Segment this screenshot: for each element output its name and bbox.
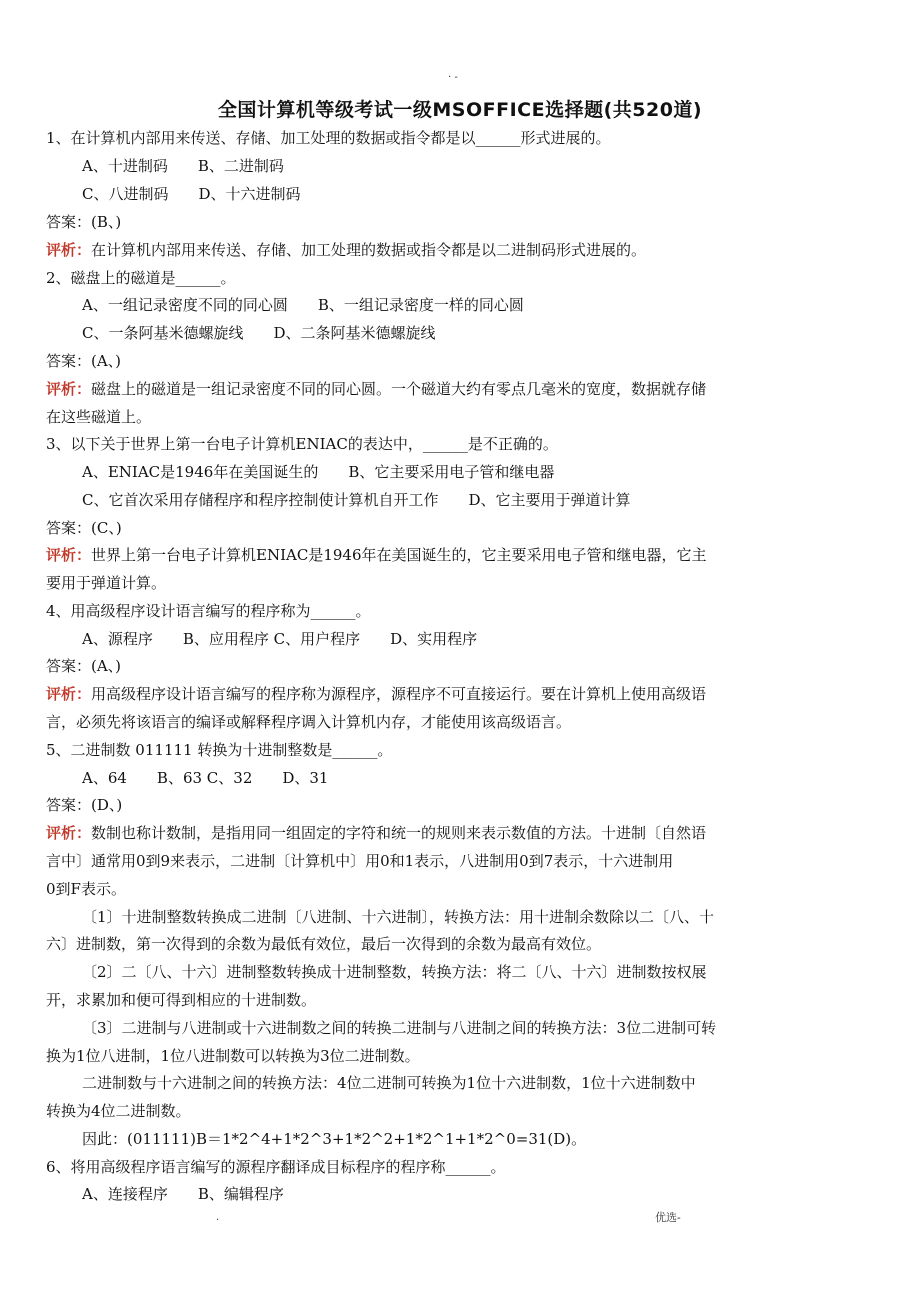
q5-analysis-cont-2: 0到F表示。	[46, 880, 126, 898]
q5-rule-3: 〔3〕二进制与八进制或十六进制数之间的转换二进制与八进制之间的转换方法：3位二进制可转	[82, 1019, 717, 1037]
q5-analysis	[46, 820, 866, 848]
question-5: 5、二进制数 011111 转换为十进制整数是______。	[46, 741, 393, 759]
footer-label: 优选-	[655, 1211, 681, 1224]
q1-analysis	[46, 237, 866, 265]
analysis-text: 在计算机内部用来传送、存储、加工处理的数据或指令都是以二进制码形式进展的。	[91, 241, 647, 259]
q2-analysis	[46, 376, 866, 404]
q5-analysis-cont-1: 言中〕通常用0到9来表示，二进制〔计算机中〕用0和1表示，八进制用0到7表示，十六进制用	[46, 852, 674, 870]
q3-options-cd: C、它首次采用存储程序和程序控制使计算机自开工作 D、它主要用于弹道计算	[82, 491, 631, 509]
analysis-label: 评析：	[46, 546, 92, 564]
q3-analysis-cont: 要用于弹道计算。	[46, 574, 167, 592]
q5-options: A、64 B、63 C、32 D、31	[82, 769, 329, 787]
q2-options-cd: C、一条阿基米德螺旋线 D、二条阿基米德螺旋线	[82, 324, 436, 342]
q4-options: A、源程序 B、应用程序 C、用户程序 D、实用程序	[82, 630, 478, 648]
analysis-text: 数制也称计数制，是指用同一组固定的字符和统一的规则来表示数值的方法。十进制〔自然语	[91, 824, 707, 842]
q5-rule-1: 〔1〕十进制整数转换成二进制〔八进制、十六进制〕，转换方法：用十进制余数除以二〔八、十	[82, 908, 715, 926]
question-4: 4、用高级程序设计语言编写的程序称为______。	[46, 602, 371, 620]
q5-answer: 答案：(D、)	[46, 796, 123, 814]
analysis-label: 评析：	[46, 380, 92, 398]
question-2: 2、磁盘上的磁道是______。	[46, 269, 236, 287]
q2-options-ab: A、一组记录密度不同的同心圆 B、一组记录密度一样的同心圆	[82, 296, 524, 314]
page-title: 全国计算机等级考试一级MSOFFICE选择题(共520道)	[217, 99, 703, 121]
analysis-text: 磁盘上的磁道是一组记录密度不同的同心圆。一个磁道大约有零点几毫米的宽度，数据就存储	[91, 380, 707, 398]
q1-options-ab: A、十进制码 B、二进制码	[82, 157, 284, 175]
q5-rule-3-cont: 换为1位八进制，1位八进制数可以转换为3位二进制数。	[46, 1047, 420, 1065]
analysis-text: 用高级程序设计语言编写的程序称为源程序，源程序不可直接运行。要在计算机上使用高级语	[91, 685, 707, 703]
q5-rule-4: 二进制数与十六进制之间的转换方法：4位二进制可转换为1位十六进制数，1位十六进制数中	[82, 1074, 696, 1092]
q2-answer: 答案：(A、)	[46, 352, 122, 370]
q5-rule-1-cont: 六〕进制数，第一次得到的余数为最低有效位，最后一次得到的余数为最高有效位。	[46, 935, 602, 953]
q2-analysis-cont: 在这些磁道上。	[46, 408, 152, 426]
q1-options-cd: C、八进制码 D、十六进制码	[82, 185, 301, 203]
question-1: 1、在计算机内部用来传送、存储、加工处理的数据或指令都是以______形式进展的。	[46, 129, 611, 147]
question-3: 3、以下关于世界上第一台电子计算机ENIAC的表达中，______是不正确的。	[46, 435, 558, 453]
analysis-text: 世界上第一台电子计算机ENIAC是1946年在美国诞生的，它主要采用电子管和继电器，它主	[91, 546, 707, 564]
footer-dot: .	[216, 1212, 220, 1223]
q3-answer: 答案：(C、)	[46, 519, 122, 537]
q4-analysis-cont: 言，必须先将该语言的编译或解释程序调入计算机内存，才能使用该高级语言。	[46, 713, 572, 731]
q5-rule-2: 〔2〕二〔八、十六〕进制整数转换成十进制整数，转换方法：将二〔八、十六〕进制数按权展	[82, 963, 707, 981]
q3-analysis	[46, 542, 866, 570]
q4-answer: 答案：(A、)	[46, 657, 122, 675]
q4-analysis	[46, 681, 866, 709]
q5-rule-4-cont: 转换为4位二进制数。	[46, 1102, 191, 1120]
q5-calculation: 因此：(011111)B＝1*2^4+1*2^3+1*2^2+1*2^1+1*2^0=31(D)。	[82, 1130, 587, 1148]
q6-options-ab: A、连接程序 B、编辑程序	[82, 1185, 284, 1203]
q1-answer: 答案：(B、)	[46, 213, 122, 231]
analysis-label: 评析：	[46, 685, 92, 703]
q5-rule-2-cont: 开，求累加和便可得到相应的十进制数。	[46, 991, 317, 1009]
analysis-label: 评析：	[46, 824, 92, 842]
question-6: 6、将用高级程序语言编写的源程序翻译成目标程序的程序称______。	[46, 1158, 506, 1176]
header-mark: · -	[448, 72, 458, 83]
q3-options-ab: A、ENIAC是1946年在美国诞生的 B、它主要采用电子管和继电器	[82, 463, 555, 481]
analysis-label: 评析：	[46, 241, 92, 259]
